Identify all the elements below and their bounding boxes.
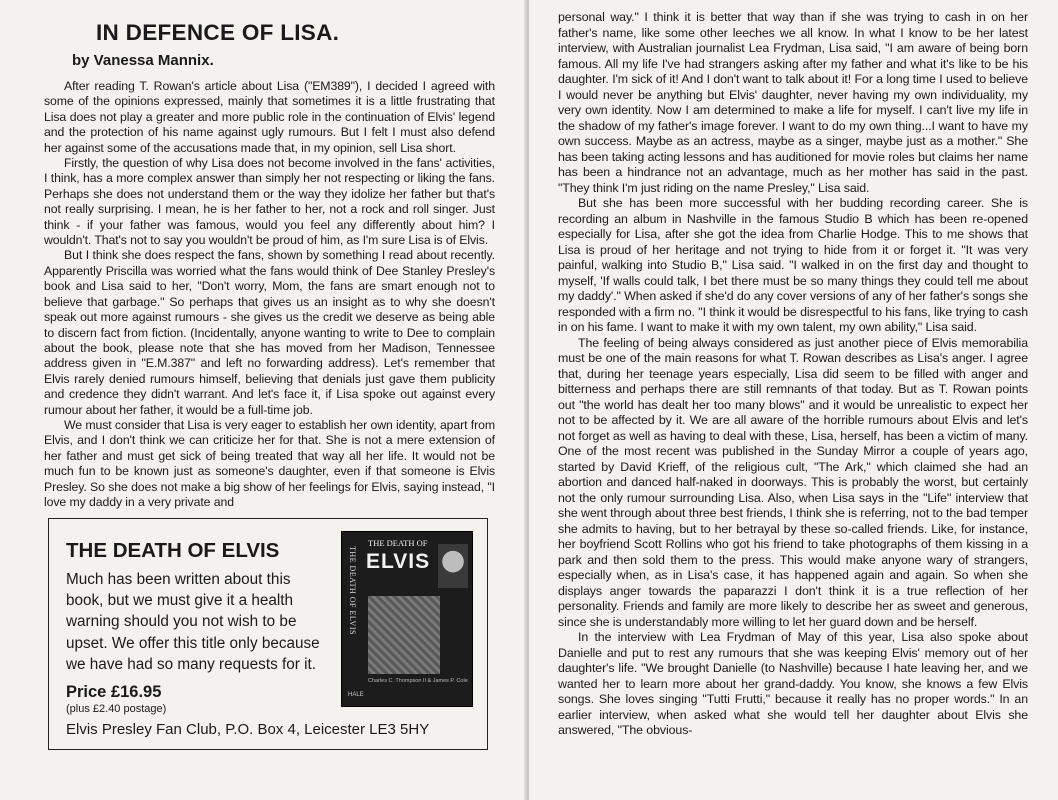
paragraph: Firstly, the question of why Lisa does not become involved in the fans' activities, I think, has a more complex answer than simply her not respecting or liking the fans. Perhaps she does not understand them or the way they idolize her father but that's not really surprising. I mean, he is her father to her, not a rock and roll singer. Just think - if your father was famous, would you feel any differently about him? I wouldn't. That's not to say you wouldn't be proud of him, as I'm sure Lisa is of Elvis. (44, 156, 495, 248)
book-authors: Charles C. Thompson II & James P. Cole (368, 678, 468, 684)
book-cover-photo (368, 596, 440, 674)
paragraph: personal way." I think it is better that way than if she was trying to cash in on her father's name, like some other leeches we all know. In what I know to be her latest interview, with Australian journalist Lea Frydman, Lisa said, "I am aware of being born famous. All my life I've had strangers asking after my father and what it's like to be his daughter. I'm sick of it! And I don't want to talk about it! For a long time I used to believe I would never be anything but Elvis' daughter, never having my own individuality, my very own identity. Now I am determined to make a life for myself. I can't live my life in the shadow of my father's image forever. I want to do my own thing...I want to have my own success. Maybe as an actress, maybe as a singer, maybe just as a mother." She has been taking acting lessons and has auditioned for movie roles but claims her name has been a hindrance not an advantage, much as her mother has said in the past. "They think I'm just riding on the name Presley," Lisa said. (558, 10, 1028, 195)
paragraph: After reading T. Rowan's article about Lisa ("EM389"), I decided I agreed with some of the opinions expressed, mainly that sometimes it is a little frustrating that Lisa does not play a greater and more public role in the continuation of Elvis' legend and the protection of his name against ugly rumours. But I felt I must also defend her against some of the accusations made that, in my opinion, sell Lisa short. (44, 79, 495, 155)
paragraph: In the interview with Lea Frydman of May of this year, Lisa also spoke about Danielle and put to rest any rumours that she was keeping Elvis' memory out of her daughter's life. "We brought Danielle (to Nashville) because I hate leaving her, and we wanted her to learn more about her grand-daddy. You know, she knows a few Elvis songs. She loves singing "Tutti Frutti," because it really has no proper words." In an earlier interview, when asked what she would tell her daughter about Elvis she answered, "The obvious- (558, 630, 1028, 737)
ad-title: THE DEATH OF ELVIS (66, 539, 280, 562)
book-cover-title: ELVIS (366, 550, 431, 573)
ad-text: Much has been written about this book, but we must give it a health warning should you not wish to be upset. We offer this title only because we have had so many requests for it. (66, 571, 320, 673)
paragraph: We must consider that Lisa is very eager to establish her own identity, apart from Elvis, and I don't think we can criticize her for that. She is not a mere extension of her father and must get sick of being treated that way all her life. It would not be much fun to be known just as someone's daughter, even if that someone is Elvis Presley. So she does not make a big show of her feelings for Elvis, saying instead, "I love my daddy in a very private and (44, 417, 495, 509)
ad-price: Price £16.95 (66, 683, 162, 701)
ad-postage: (plus £2.40 postage) (66, 703, 167, 715)
paragraph: But she has been more successful with her budding recording career. She is recording an album in Nashville in the famous Studio B which has been re-opened especially for Lisa, after she got the idea from Charlie Hodge. This to me shows that Lisa is proud of her heritage and not trying to hide from it or forget it. "It was very painful, walking into Studio B," Lisa said. "I walked in on the first day and thought to myself, 'If walls could talk, I bet there must be so many things they could tell me about my daddy'." When asked if she'd do any cover versions of any of her father's songs she responded with a firm no. "I think it would be disrespectful to his fans, like trying to cash in on his fame. I want to make it with my own talent, my own ability," Lisa said. (558, 196, 1028, 334)
book-cover-subtitle: THE DEATH OF (368, 538, 428, 548)
right-column (558, 10, 1028, 739)
paragraph: But I think she does respect the fans, shown by something I read about recently. Apparently Priscilla was worried what the fans would think of Dee Stanley Presley's book and Lisa said to her, "Don't worry, Mom, the fans are smart enough not to believe that garbage." So perhaps that gives us an insight as to why she doesn't speak out more against rumours - she gives us the credit we deserve as being able to discern fact from fiction. (Incidentally, anyone wanting to write to Dee to complain about the book, please note that she has moved from her Madison, Tennessee address given in "E.M.387" and left no forwarding address). Let's remember that Elvis rarely denied rumours himself, believing that denials just gave them publicity and credence they didn't warrant. And let's face it, if Lisa spoke out against every rumour about her father, it would be a full-time job. (44, 248, 495, 417)
left-column (44, 79, 495, 527)
article-title: IN DEFENCE OF LISA. (96, 20, 340, 45)
elvis-portrait-icon (438, 544, 468, 588)
book-spine-text: THE DEATH OF ELVIS (348, 546, 357, 635)
paragraph: The feeling of being always considered as just another piece of Elvis memorabilia must be one of the main reasons for what T. Rowan describes as Lisa's anger. I agree that, during her teenage years especially, Lisa did seem to be filled with anger and bitterness and perhaps there are still remnants of that today. But as T. Rowan points out "the world has dealt her too many blows" and it would be unrealistic to expect her not to be affected by it. We are all aware of the horrible rumours about Elvis and let's not forget as well as having to deal with these, Lisa, herself, has been a victim of many. One of the most recent was published in the Sunday Mirror a couple of years ago, started by David Krieff, of the religious cult, "The Ark," which claimed she had an abortion and danced half-naked in doorways. This is probably the worst, but certainly not the only rumour surrounding Lisa. Also, when Lisa says in the "Life" interview that she went through about three best friends, I think she is referring, not to the bad temper she admits to having, but to her betrayal by these so-called friends. Like, for instance, her boyfriend Scott Rollins who got his friend to take photographs of them kissing in a park and then sold them to the press. This would make anyone wary of strangers, especially when, as in Lisa's case, it has happened again and again. So when she displays anger towards the paparazzi I don't think it is a true reflection of her personality. Friends and family are more likely to describe her as sweet and generous, since she is understandably more willing to let her guard down and be herself. (558, 335, 1028, 629)
book-advertisement (48, 518, 488, 750)
book-publisher: HALE (348, 692, 364, 698)
ad-address: Elvis Presley Fan Club, P.O. Box 4, Leicester LE3 5HY (66, 721, 430, 738)
right-page (529, 0, 1058, 800)
book-cover-image (341, 531, 473, 707)
article-byline: by Vanessa Mannix. (72, 52, 214, 69)
